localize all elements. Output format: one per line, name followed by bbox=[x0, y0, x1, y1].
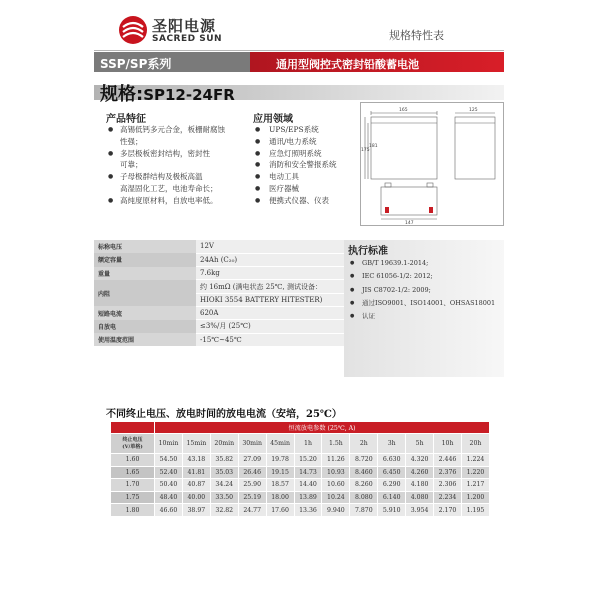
time-column-header: 20min bbox=[210, 434, 238, 454]
series-description: 通用型阀控式密封铅酸蓄电池 bbox=[276, 58, 419, 71]
standard-item-continued: ● 认证 bbox=[350, 310, 495, 323]
discharge-row bbox=[111, 479, 490, 492]
company-logo bbox=[118, 13, 248, 47]
discharge-current-cell: 41.81 bbox=[182, 466, 210, 479]
discharge-current-cell: 40.00 bbox=[182, 491, 210, 504]
discharge-current-cell: 2.446 bbox=[434, 454, 462, 467]
discharge-table bbox=[110, 421, 490, 517]
spec-key: 使用温度范围 bbox=[94, 333, 196, 346]
dimension-drawing bbox=[360, 102, 504, 226]
discharge-current-cell: 38.97 bbox=[182, 504, 210, 517]
discharge-current-cell: 2.376 bbox=[434, 466, 462, 479]
spec-row bbox=[94, 253, 344, 266]
discharge-current-cell: 8.460 bbox=[350, 466, 378, 479]
logo-english-name: SACRED SUN bbox=[152, 34, 223, 44]
model-heading bbox=[100, 80, 235, 106]
feature-item: ● 高纯度原材料，自放电率低。 bbox=[108, 195, 268, 207]
discharge-table-header: 恒流放电参数 (25℃, A) bbox=[155, 422, 490, 434]
standard-item: ● IEC 61056-1/2: 2012; bbox=[350, 270, 495, 283]
discharge-current-cell: 10.60 bbox=[322, 479, 350, 492]
discharge-current-cell: 48.40 bbox=[155, 491, 183, 504]
discharge-current-cell: 15.20 bbox=[294, 454, 322, 467]
discharge-current-cell: 18.00 bbox=[266, 491, 294, 504]
spec-value: 7.6kg bbox=[196, 267, 344, 280]
spec-row bbox=[94, 306, 344, 319]
end-voltage-cell: 1.70 bbox=[111, 479, 155, 492]
standard-item: ● 通过ISO9001、ISO14001、OHSAS18001 bbox=[350, 297, 495, 310]
discharge-current-cell: 19.15 bbox=[266, 466, 294, 479]
discharge-time-row bbox=[111, 434, 490, 454]
discharge-current-cell: 14.73 bbox=[294, 466, 322, 479]
document-title: 规格特性表 bbox=[389, 29, 444, 42]
spec-key: 额定容量 bbox=[94, 253, 196, 266]
discharge-current-cell: 4.260 bbox=[406, 466, 434, 479]
applications-list bbox=[255, 124, 355, 207]
time-column-header: 1h bbox=[294, 434, 322, 454]
spec-key: 短路电流 bbox=[94, 306, 196, 319]
discharge-current-cell: 25.90 bbox=[238, 479, 266, 492]
discharge-current-cell: 54.50 bbox=[155, 454, 183, 467]
discharge-current-cell: 26.46 bbox=[238, 466, 266, 479]
application-item: ● 通讯/电力系统 bbox=[255, 136, 355, 148]
discharge-current-cell: 35.82 bbox=[210, 454, 238, 467]
time-column-header: 15min bbox=[182, 434, 210, 454]
spec-row bbox=[94, 240, 344, 253]
discharge-current-cell: 4.320 bbox=[406, 454, 434, 467]
spec-table bbox=[94, 240, 344, 347]
discharge-current-cell: 24.77 bbox=[238, 504, 266, 517]
discharge-current-cell: 3.954 bbox=[406, 504, 434, 517]
discharge-current-cell: 43.18 bbox=[182, 454, 210, 467]
discharge-current-cell: 18.57 bbox=[266, 479, 294, 492]
discharge-current-cell: 35.03 bbox=[210, 466, 238, 479]
time-column-header: 1.5h bbox=[322, 434, 350, 454]
dim-total-label: 181 bbox=[369, 144, 378, 149]
discharge-current-cell: 2.170 bbox=[434, 504, 462, 517]
discharge-current-cell: 6.630 bbox=[378, 454, 406, 467]
dim-length-label: 165 bbox=[399, 108, 408, 113]
discharge-current-cell: 10.24 bbox=[322, 491, 350, 504]
discharge-current-cell: 50.40 bbox=[155, 479, 183, 492]
discharge-table-header-row bbox=[111, 422, 490, 434]
discharge-current-cell: 17.60 bbox=[266, 504, 294, 517]
discharge-current-cell: 1.217 bbox=[461, 479, 489, 492]
spec-row bbox=[94, 320, 344, 333]
sacred-sun-logo-icon bbox=[118, 15, 148, 45]
discharge-row bbox=[111, 454, 490, 467]
discharge-current-cell: 1.224 bbox=[461, 454, 489, 467]
time-column-header: 30min bbox=[238, 434, 266, 454]
discharge-current-cell: 25.19 bbox=[238, 491, 266, 504]
discharge-row bbox=[111, 466, 490, 479]
time-column-header: 10h bbox=[434, 434, 462, 454]
spec-key: 重量 bbox=[94, 267, 196, 280]
discharge-current-cell: 5.910 bbox=[378, 504, 406, 517]
series-name: SSP/SP系列 bbox=[100, 57, 172, 71]
end-voltage-cell: 1.60 bbox=[111, 454, 155, 467]
spec-row bbox=[94, 333, 344, 346]
dim-bottom-label: 147 bbox=[405, 221, 414, 226]
discharge-current-cell: 8.720 bbox=[350, 454, 378, 467]
discharge-current-cell: 10.93 bbox=[322, 466, 350, 479]
discharge-current-cell: 8.260 bbox=[350, 479, 378, 492]
spec-value: 12V bbox=[196, 240, 344, 253]
discharge-current-cell: 4.080 bbox=[406, 491, 434, 504]
discharge-title: 不同终止电压、放电时间的放电电流（安培，25℃） bbox=[106, 409, 342, 420]
feature-item: ● 子母极群结构及极板高温 高湿固化工艺，电池寿命长； bbox=[108, 171, 268, 195]
spec-row bbox=[94, 267, 344, 280]
time-column-header: 45min bbox=[266, 434, 294, 454]
spec-value: 约 16mΩ (满电状态 25℃, 测试设备： bbox=[196, 280, 344, 293]
discharge-current-cell: 32.82 bbox=[210, 504, 238, 517]
spec-key: 标称电压 bbox=[94, 240, 196, 253]
discharge-current-cell: 1.200 bbox=[461, 491, 489, 504]
standard-item: ● GB/T 19639.1-2014; bbox=[350, 257, 495, 270]
features-list bbox=[108, 124, 268, 207]
model-label: 规格: bbox=[100, 84, 144, 105]
application-item: ● 消防和安全警报系统 bbox=[255, 159, 355, 171]
application-item: ● 便携式仪器、仪表 bbox=[255, 195, 355, 207]
discharge-current-cell: 52.40 bbox=[155, 466, 183, 479]
spec-value: -15℃~45℃ bbox=[196, 333, 344, 346]
spec-value: 24Ah (C₂₀) bbox=[196, 253, 344, 266]
discharge-current-cell: 4.180 bbox=[406, 479, 434, 492]
standards-list bbox=[350, 257, 495, 323]
discharge-current-cell: 2.234 bbox=[434, 491, 462, 504]
discharge-current-cell: 7.870 bbox=[350, 504, 378, 517]
discharge-current-cell: 6.290 bbox=[378, 479, 406, 492]
discharge-current-cell: 6.450 bbox=[378, 466, 406, 479]
discharge-current-cell: 9.940 bbox=[322, 504, 350, 517]
header-divider bbox=[94, 50, 504, 51]
discharge-current-cell: 6.140 bbox=[378, 491, 406, 504]
discharge-current-cell: 14.40 bbox=[294, 479, 322, 492]
discharge-current-cell: 33.50 bbox=[210, 491, 238, 504]
discharge-current-cell: 46.60 bbox=[155, 504, 183, 517]
discharge-current-cell: 19.78 bbox=[266, 454, 294, 467]
standard-item: ● JIS C8702-1/2: 2009; bbox=[350, 284, 495, 297]
spec-value-continued: HIOKI 3554 BATTERY HITESTER) bbox=[196, 293, 344, 306]
spec-key: 内阻 bbox=[94, 280, 196, 307]
standards-heading: 执行标准 bbox=[348, 246, 388, 257]
time-column-header: 20h bbox=[461, 434, 489, 454]
application-item: ● UPS/EPS系统 bbox=[255, 124, 355, 136]
model-value: SP12-24FR bbox=[143, 86, 235, 104]
end-voltage-cell: 1.65 bbox=[111, 466, 155, 479]
dim-height-label: 175 bbox=[361, 148, 370, 153]
discharge-current-cell: 1.195 bbox=[461, 504, 489, 517]
discharge-current-cell: 1.220 bbox=[461, 466, 489, 479]
discharge-row bbox=[111, 504, 490, 517]
discharge-current-cell: 40.87 bbox=[182, 479, 210, 492]
spec-value: 620A bbox=[196, 306, 344, 319]
application-item: ● 电动工具 bbox=[255, 171, 355, 183]
features-heading: 产品特征 bbox=[106, 114, 146, 125]
discharge-current-cell: 13.89 bbox=[294, 491, 322, 504]
feature-item: ● 高锡低钙多元合金，板栅耐腐蚀 性强； bbox=[108, 124, 268, 148]
application-item: ● 医疗器械 bbox=[255, 183, 355, 195]
discharge-current-cell: 11.26 bbox=[322, 454, 350, 467]
logo-chinese-name: 圣阳电源 bbox=[152, 17, 217, 35]
time-column-header: 3h bbox=[378, 434, 406, 454]
discharge-current-cell: 2.306 bbox=[434, 479, 462, 492]
end-voltage-cell: 1.75 bbox=[111, 491, 155, 504]
time-column-header: 5h bbox=[406, 434, 434, 454]
discharge-row bbox=[111, 491, 490, 504]
dim-width-label: 125 bbox=[469, 108, 478, 113]
spec-key: 自放电 bbox=[94, 320, 196, 333]
battery-outline-drawing bbox=[361, 103, 505, 227]
time-column-header: 2h bbox=[350, 434, 378, 454]
discharge-current-cell: 13.36 bbox=[294, 504, 322, 517]
voltage-column-header: 终止电压 (V/单格) bbox=[111, 434, 155, 454]
feature-item: ● 多层极板密封结构，密封性 可靠； bbox=[108, 148, 268, 172]
spec-row bbox=[94, 280, 344, 293]
discharge-current-cell: 27.09 bbox=[238, 454, 266, 467]
end-voltage-cell: 1.80 bbox=[111, 504, 155, 517]
discharge-current-cell: 8.080 bbox=[350, 491, 378, 504]
spec-value: ≤3%/月 (25℃) bbox=[196, 320, 344, 333]
application-item: ● 应急灯照明系统 bbox=[255, 148, 355, 160]
applications-heading: 应用领域 bbox=[253, 114, 293, 125]
discharge-current-cell: 34.24 bbox=[210, 479, 238, 492]
time-column-header: 10min bbox=[155, 434, 183, 454]
